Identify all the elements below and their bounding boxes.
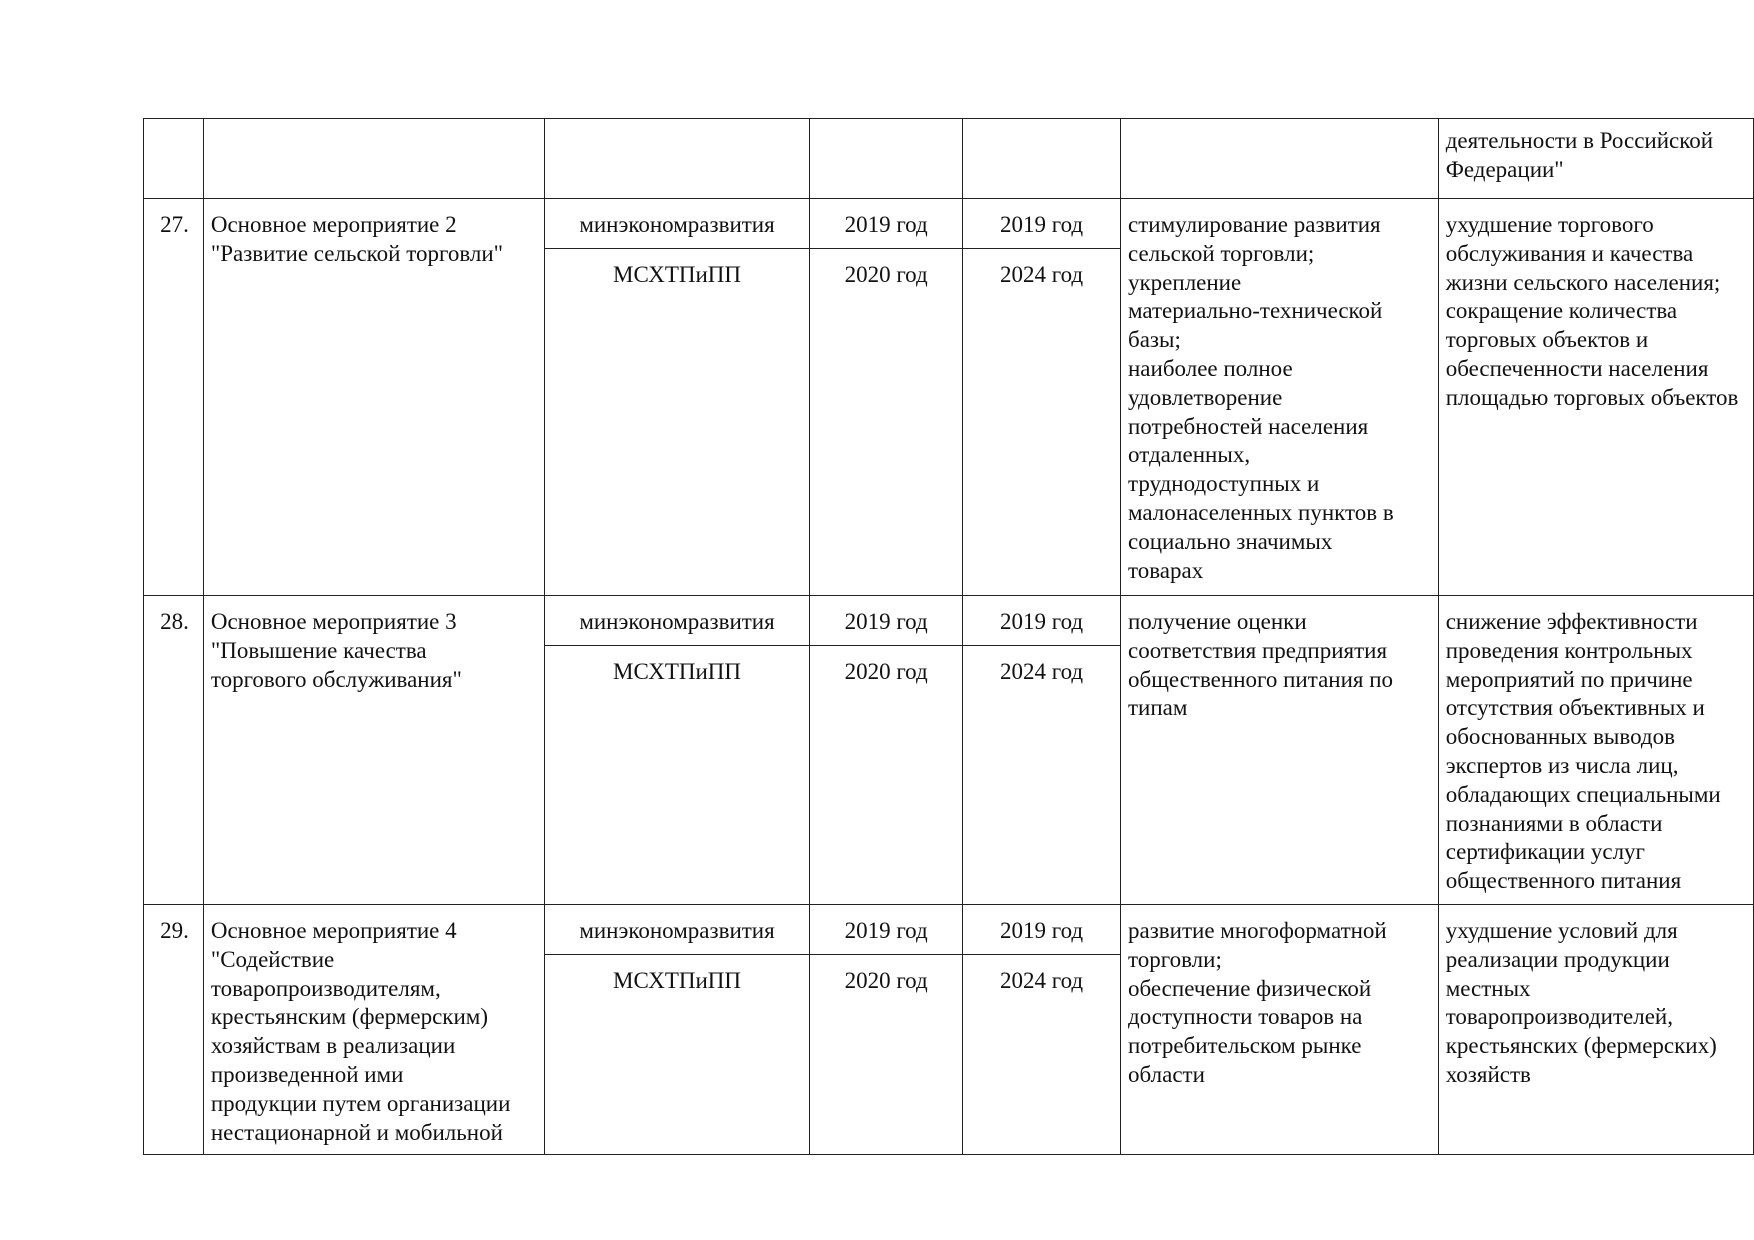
end-year: 2024 год	[999, 659, 1084, 684]
executor-org: минэкономразвития	[579, 609, 775, 634]
cell-start	[810, 199, 963, 249]
cell-end	[963, 646, 1121, 905]
start-year: 2020 год	[844, 968, 928, 993]
cell-executor	[544, 955, 809, 1155]
end-year: 2019 год	[999, 212, 1084, 237]
end-year: 2019 год	[999, 918, 1084, 943]
table-row	[144, 905, 1754, 955]
cell-result	[1121, 119, 1439, 199]
cell-executor	[544, 119, 809, 199]
cell-end	[963, 905, 1121, 955]
start-year: 2020 год	[844, 262, 928, 287]
cell-number	[144, 119, 204, 199]
cell-number	[144, 905, 204, 1155]
cell-start	[810, 646, 963, 905]
cell-risk	[1438, 905, 1753, 1155]
cell-start	[810, 119, 963, 199]
cell-name	[203, 596, 544, 905]
cell-name	[203, 905, 544, 1155]
cell-risk	[1438, 119, 1753, 199]
expected-result: получение оценки соответствия предприятия общественного питания по типам	[1128, 609, 1394, 721]
cell-result	[1121, 905, 1439, 1155]
executor-org: МСХТПиПП	[613, 659, 742, 684]
end-year: 2019 год	[999, 609, 1084, 634]
executor-org: минэкономразвития	[579, 212, 775, 237]
cell-number	[144, 596, 204, 905]
start-year: 2019 год	[844, 212, 928, 237]
row-number: 28.	[160, 609, 189, 634]
cell-executor	[544, 905, 809, 955]
cell-start	[810, 249, 963, 596]
start-year: 2019 год	[844, 918, 928, 943]
measure-name: Основное мероприятие 4 "Содействие товаропроизводителям, крестьянским (фермерским) хозяйствам в реализации произведенной ими продукции путем организации нестационарной и мобильной	[210, 918, 511, 1145]
expected-result: развитие многоформатной торговли; обеспечение физической доступности товаров на потребительском рынке области	[1128, 918, 1387, 1087]
risk-text: деятельности в Российской Федерации"	[1445, 128, 1714, 182]
cell-end	[963, 955, 1121, 1155]
end-year: 2024 год	[999, 968, 1084, 993]
table-row	[144, 199, 1754, 249]
cell-result	[1121, 199, 1439, 596]
cell-executor	[544, 199, 809, 249]
cell-start	[810, 596, 963, 646]
row-number: 27.	[160, 212, 189, 237]
end-year: 2024 год	[999, 262, 1084, 287]
cell-end	[963, 119, 1121, 199]
start-year: 2020 год	[844, 659, 928, 684]
cell-executor	[544, 596, 809, 646]
risk-text: ухудшение условий для реализации продукции местных товаропроизводителей, крестьянских (фермерских) хозяйств	[1445, 918, 1717, 1087]
expected-result: стимулирование развития сельской торговли; укрепление материально-технической базы; наиболее полное удовлетворение потребностей населения отдаленных, труднодоступных и малонаселенных пунктов в социально значимых товарах	[1128, 212, 1394, 583]
risk-text: снижение эффективности проведения контрольных мероприятий по причине отсутствия объективных и обоснованных выводов экспертов из числа лиц, обладающих специальными познаниями в области сертификации услуг общественного питания	[1445, 609, 1721, 894]
executor-org: минэкономразвития	[579, 918, 775, 943]
risk-text: ухудшение торгового обслуживания и качества жизни сельского населения; сокращение количества торговых объектов и обеспеченности населения площадью торговых объектов	[1445, 212, 1739, 410]
cell-name	[203, 199, 544, 596]
executor-org: МСХТПиПП	[613, 262, 742, 287]
measures-table	[143, 118, 1754, 1155]
cell-risk	[1438, 596, 1753, 905]
cell-executor	[544, 249, 809, 596]
table-row	[144, 596, 1754, 646]
cell-start	[810, 905, 963, 955]
cell-end	[963, 596, 1121, 646]
cell-name	[203, 119, 544, 199]
cell-end	[963, 249, 1121, 596]
cell-start	[810, 955, 963, 1155]
start-year: 2019 год	[844, 609, 928, 634]
cell-executor	[544, 646, 809, 905]
measure-name: Основное мероприятие 2 "Развитие сельской торговли"	[210, 212, 504, 266]
row-number: 29.	[160, 918, 189, 943]
cell-number	[144, 199, 204, 596]
cell-risk	[1438, 199, 1753, 596]
executor-org: МСХТПиПП	[613, 968, 742, 993]
measure-name: Основное мероприятие 3 "Повышение качества торгового обслуживания"	[210, 609, 462, 692]
cell-result	[1121, 596, 1439, 905]
table-row-continued	[144, 119, 1754, 199]
cell-end	[963, 199, 1121, 249]
